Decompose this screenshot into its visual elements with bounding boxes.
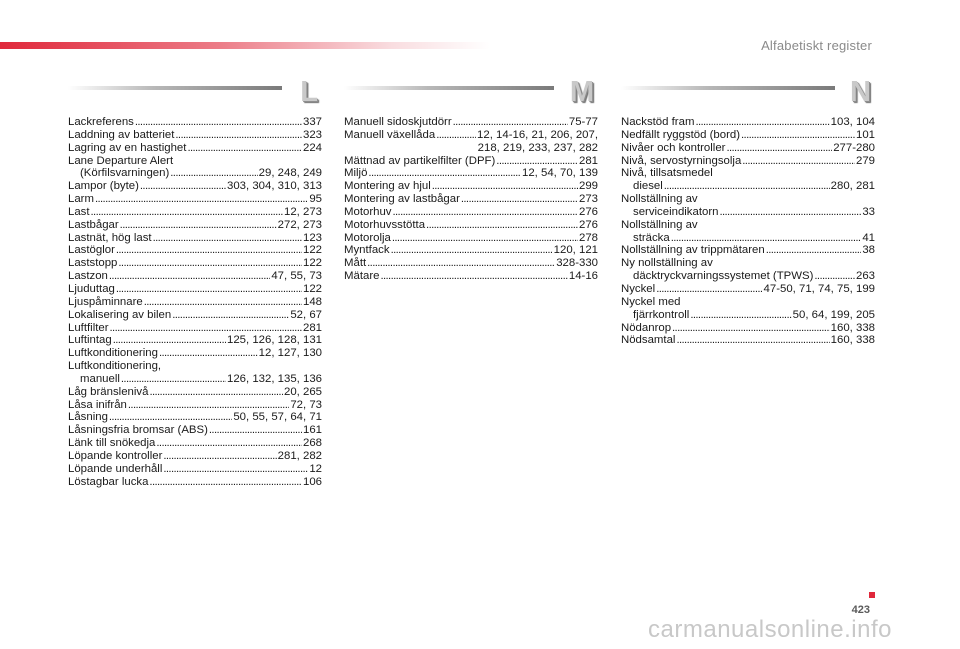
index-entries <box>344 116 598 283</box>
index-entry <box>68 463 322 476</box>
dot-leader <box>149 476 302 489</box>
page-references: 277-280 <box>833 141 875 154</box>
index-term: Ljuspåminnare <box>68 295 143 308</box>
page-references: 276 <box>578 218 598 231</box>
dot-leader <box>170 167 257 180</box>
page-references: 279 <box>855 154 875 167</box>
page-references: 281, 282 <box>277 449 322 462</box>
index-entry <box>68 450 322 463</box>
page-references: 29, 248, 249 <box>258 167 322 180</box>
index-term: fjärrkontroll <box>633 308 690 321</box>
page-references: 52, 67 <box>290 308 322 321</box>
index-entry <box>344 257 598 270</box>
section-divider-bar <box>68 86 282 90</box>
index-entry <box>344 270 598 283</box>
index-term: Löpande underhåll <box>68 462 163 475</box>
index-entry <box>68 129 322 142</box>
index-term: Lastbågar <box>68 218 119 231</box>
page-references: 50, 64, 199, 205 <box>792 308 875 321</box>
dot-leader <box>367 257 555 270</box>
dot-leader <box>109 270 270 283</box>
index-term: Lastöglor <box>68 244 115 257</box>
index-entry <box>68 142 322 155</box>
page-references: 224 <box>302 141 322 154</box>
dot-leader <box>120 219 277 232</box>
index-entry <box>344 219 598 232</box>
page-references: 148 <box>302 295 322 308</box>
index-term: Mättnad av partikelfilter (DPF) <box>344 154 496 167</box>
index-entry-heading: Nivå, tillsatsmedel <box>621 167 713 180</box>
index-term: Låsa inifrån <box>68 398 127 411</box>
dot-leader <box>368 167 521 180</box>
index-term: Laddning av batteriet <box>68 128 175 141</box>
index-term: Last <box>68 205 90 218</box>
index-entry <box>68 296 322 309</box>
section-header-l <box>68 76 322 116</box>
index-term: Nödanrop <box>621 321 672 334</box>
index-term: Lackreferens <box>68 116 134 128</box>
dot-leader <box>118 257 302 270</box>
index-entry <box>621 193 875 206</box>
header-accent-bar <box>0 42 490 49</box>
index-entry <box>68 116 322 129</box>
index-entries <box>68 116 322 488</box>
index-term: Mått <box>344 257 367 270</box>
dot-leader <box>496 155 578 168</box>
section-letter: M <box>569 76 594 108</box>
index-entry <box>621 232 875 245</box>
index-entry <box>68 437 322 450</box>
index-entry-heading: Nollställning av <box>621 193 698 206</box>
index-entry <box>344 232 598 245</box>
index-term: Manuell växellåda <box>344 128 436 141</box>
page-references: 41 <box>862 231 875 244</box>
index-entry <box>68 193 322 206</box>
index-term: Nivå, servostyrningsolja <box>621 154 742 167</box>
index-term: diesel <box>633 180 663 193</box>
index-term: (Körfilsvarningen) <box>80 167 170 180</box>
page-references: 12, 54, 70, 139 <box>521 167 598 180</box>
page-references: 12, 273 <box>283 205 322 218</box>
dot-leader <box>116 244 302 257</box>
index-term: Löstagbar lucka <box>68 475 149 488</box>
index-entry <box>68 334 322 347</box>
index-term: Nyckel <box>621 282 656 295</box>
page-references-continued: 218, 219, 233, 237, 282 <box>477 141 598 154</box>
index-entry <box>68 155 322 168</box>
page-references: 120, 121 <box>553 244 598 257</box>
watermark: carmanualsonline.info <box>648 616 892 643</box>
page-references: 272, 273 <box>277 218 322 231</box>
index-entry <box>68 206 322 219</box>
index-term: Luftkonditionering <box>68 347 158 360</box>
dot-leader <box>91 206 283 219</box>
dot-leader <box>726 142 832 155</box>
index-term: Lastzon <box>68 270 108 283</box>
page-references: 337 <box>302 116 322 128</box>
index-entry <box>621 129 875 142</box>
page-references: 268 <box>302 437 322 450</box>
page-references: 281 <box>302 321 322 334</box>
dot-leader <box>144 296 302 309</box>
page-references: 106 <box>302 475 322 488</box>
page-references: 50, 55, 57, 64, 71 <box>233 411 322 424</box>
index-entry <box>621 334 875 347</box>
page-references: 20, 265 <box>283 385 322 398</box>
index-entry <box>621 270 875 283</box>
index-term: Lokalisering av bilen <box>68 308 172 321</box>
index-term: Låg bränslenivå <box>68 385 149 398</box>
index-term: Miljö <box>344 167 368 180</box>
index-entry <box>68 167 322 180</box>
page-marker <box>869 592 875 598</box>
index-term: serviceindikatorn <box>633 205 719 218</box>
index-term: Mätare <box>344 270 380 283</box>
dot-leader <box>95 193 308 206</box>
index-entry <box>621 167 875 180</box>
index-entry <box>621 180 875 193</box>
page-references: 72, 73 <box>290 398 322 411</box>
index-term: Manuell sidoskjutdörr <box>344 116 452 128</box>
page-references: 122 <box>302 244 322 257</box>
dot-leader <box>110 322 302 335</box>
dot-leader <box>175 129 302 142</box>
page-references: 101 <box>855 128 875 141</box>
page-references: 323 <box>302 128 322 141</box>
page-number: 423 <box>851 604 870 616</box>
dot-leader <box>676 334 829 347</box>
section-divider-bar <box>621 86 835 90</box>
index-column-n <box>621 76 875 347</box>
index-term: Motorhuv <box>344 205 392 218</box>
index-entry <box>68 244 322 257</box>
dot-leader <box>742 155 855 168</box>
index-term: manuell <box>80 372 120 385</box>
page-references: 125, 126, 128, 131 <box>226 334 322 347</box>
index-entry <box>621 155 875 168</box>
section-letter: L <box>300 76 318 108</box>
page-references: 278 <box>578 231 598 244</box>
index-term: Nivåer och kontroller <box>621 141 726 154</box>
dot-leader <box>664 180 830 193</box>
index-term: Lastnät, hög last <box>68 231 152 244</box>
dot-leader <box>719 206 861 219</box>
dot-leader <box>135 116 302 129</box>
index-term: Lagring av en hastighet <box>68 141 187 154</box>
page-references: 123 <box>302 231 322 244</box>
index-entry <box>344 244 598 257</box>
dot-leader <box>695 116 829 129</box>
dot-leader <box>392 206 578 219</box>
dot-leader <box>163 463 308 476</box>
index-entry <box>68 373 322 386</box>
index-entries <box>621 116 875 347</box>
index-entry <box>68 257 322 270</box>
page-references: 299 <box>578 180 598 193</box>
page-references: 263 <box>855 270 875 283</box>
page-references: 160, 338 <box>830 334 875 347</box>
page-references: 273 <box>578 193 598 206</box>
index-term: Nackstöd fram <box>621 116 695 128</box>
index-entry <box>621 116 875 129</box>
index-entry <box>68 180 322 193</box>
index-entry-heading: Nollställning av <box>621 218 698 231</box>
index-term: Montering av lastbågar <box>344 193 460 206</box>
dot-leader <box>766 244 862 257</box>
index-entry <box>68 476 322 489</box>
page-references: 303, 304, 310, 313 <box>226 180 322 193</box>
index-term: Motorolja <box>344 231 391 244</box>
dot-leader <box>741 129 855 142</box>
dot-leader <box>656 283 762 296</box>
page-references: 281 <box>578 154 598 167</box>
index-entry <box>344 193 598 206</box>
index-term: Ljuduttag <box>68 282 115 295</box>
index-entry <box>621 283 875 296</box>
index-entry <box>68 411 322 424</box>
index-entry <box>68 424 322 437</box>
page-references: 126, 132, 135, 136 <box>226 372 322 385</box>
dot-leader <box>159 347 258 360</box>
index-entry <box>68 219 322 232</box>
index-entry <box>68 386 322 399</box>
index-entry <box>68 270 322 283</box>
index-term: Nollställning av trippmätaren <box>621 244 765 257</box>
index-entry <box>344 129 598 155</box>
index-term: Nedfällt ryggstöd (bord) <box>621 128 741 141</box>
section-letter: N <box>850 76 871 108</box>
dot-leader <box>391 244 553 257</box>
index-term: Laststopp <box>68 257 118 270</box>
dot-leader <box>187 142 302 155</box>
dot-leader <box>116 283 302 296</box>
index-term: Motorhuvsstötta <box>344 218 426 231</box>
dot-leader <box>814 270 855 283</box>
page-references: 276 <box>578 205 598 218</box>
page-references: 12, 14-16, 21, 206, 207, <box>477 128 598 141</box>
dot-leader <box>172 309 289 322</box>
page-header-title: Alfabetiskt register <box>761 38 872 53</box>
index-term: Luftfilter <box>68 321 109 334</box>
section-divider-bar <box>344 86 554 90</box>
index-term: Larm <box>68 193 94 206</box>
page-references: 12, 127, 130 <box>258 347 322 360</box>
page-references: 161 <box>302 424 322 437</box>
page-references: 12 <box>309 462 322 475</box>
dot-leader <box>436 129 476 142</box>
index-term: däcktryckvarningssystemet (TPWS) <box>633 270 814 283</box>
index-entry <box>344 167 598 180</box>
page-references: 47, 55, 73 <box>271 270 322 283</box>
page-references: 33 <box>862 205 875 218</box>
index-entry-heading: Nyckel med <box>621 295 681 308</box>
index-column-m <box>344 76 598 283</box>
index-entry <box>68 322 322 335</box>
index-entry <box>344 155 598 168</box>
dot-leader <box>690 309 791 322</box>
dot-leader <box>121 373 226 386</box>
index-column-l <box>68 76 322 488</box>
dot-leader <box>426 219 578 232</box>
dot-leader <box>209 424 302 437</box>
index-entry <box>68 360 322 373</box>
dot-leader <box>156 437 302 450</box>
page-references: 103, 104 <box>830 116 875 128</box>
dot-leader <box>149 386 283 399</box>
index-entry <box>621 309 875 322</box>
page-references: 328-330 <box>556 257 598 270</box>
index-entry <box>621 206 875 219</box>
index-entry <box>68 309 322 322</box>
index-entry <box>621 296 875 309</box>
index-entry-heading: Lane Departure Alert <box>68 154 174 167</box>
index-entry <box>344 206 598 219</box>
dot-leader <box>432 180 578 193</box>
index-term: Luftintag <box>68 334 112 347</box>
index-entry <box>68 283 322 296</box>
index-term: Låsningsfria bromsar (ABS) <box>68 424 208 437</box>
section-header-m <box>344 76 598 116</box>
index-entry <box>344 116 598 129</box>
index-term: Löpande kontroller <box>68 449 163 462</box>
index-term: Låsning <box>68 411 108 424</box>
index-entry <box>68 399 322 412</box>
index-entry <box>68 347 322 360</box>
index-term: Länk till snökedja <box>68 437 156 450</box>
page-references: 75-77 <box>568 116 598 128</box>
index-entry <box>68 232 322 245</box>
page-references: 95 <box>309 193 322 206</box>
index-entry <box>621 244 875 257</box>
dot-leader <box>672 322 830 335</box>
page-references: 122 <box>302 257 322 270</box>
page-references: 47-50, 71, 74, 75, 199 <box>763 282 875 295</box>
index-entry <box>621 219 875 232</box>
page-references: 160, 338 <box>830 321 875 334</box>
page-references: 122 <box>302 282 322 295</box>
index-term: Myntfack <box>344 244 390 257</box>
index-entry <box>621 142 875 155</box>
page-references: 14-16 <box>568 270 598 283</box>
index-term: sträcka <box>633 231 670 244</box>
dot-leader <box>128 399 289 412</box>
dot-leader <box>109 411 232 424</box>
index-entry-heading: Ny nollställning av <box>621 257 713 270</box>
dot-leader <box>153 232 302 245</box>
index-entry-heading: Luftkonditionering, <box>68 360 162 373</box>
dot-leader <box>113 334 226 347</box>
dot-leader <box>140 180 226 193</box>
index-term: Montering av hjul <box>344 180 431 193</box>
dot-leader <box>671 232 862 245</box>
index-entry <box>344 180 598 193</box>
index-entry <box>621 322 875 335</box>
dot-leader <box>453 116 568 129</box>
dot-leader <box>163 450 276 463</box>
index-term: Lampor (byte) <box>68 180 139 193</box>
page-references: 280, 281 <box>830 180 875 193</box>
page-references: 38 <box>862 244 875 257</box>
section-header-n <box>621 76 875 116</box>
dot-leader <box>380 270 567 283</box>
index-term: Nödsamtal <box>621 334 676 347</box>
index-entry <box>621 257 875 270</box>
dot-leader <box>461 193 578 206</box>
dot-leader <box>392 232 578 245</box>
